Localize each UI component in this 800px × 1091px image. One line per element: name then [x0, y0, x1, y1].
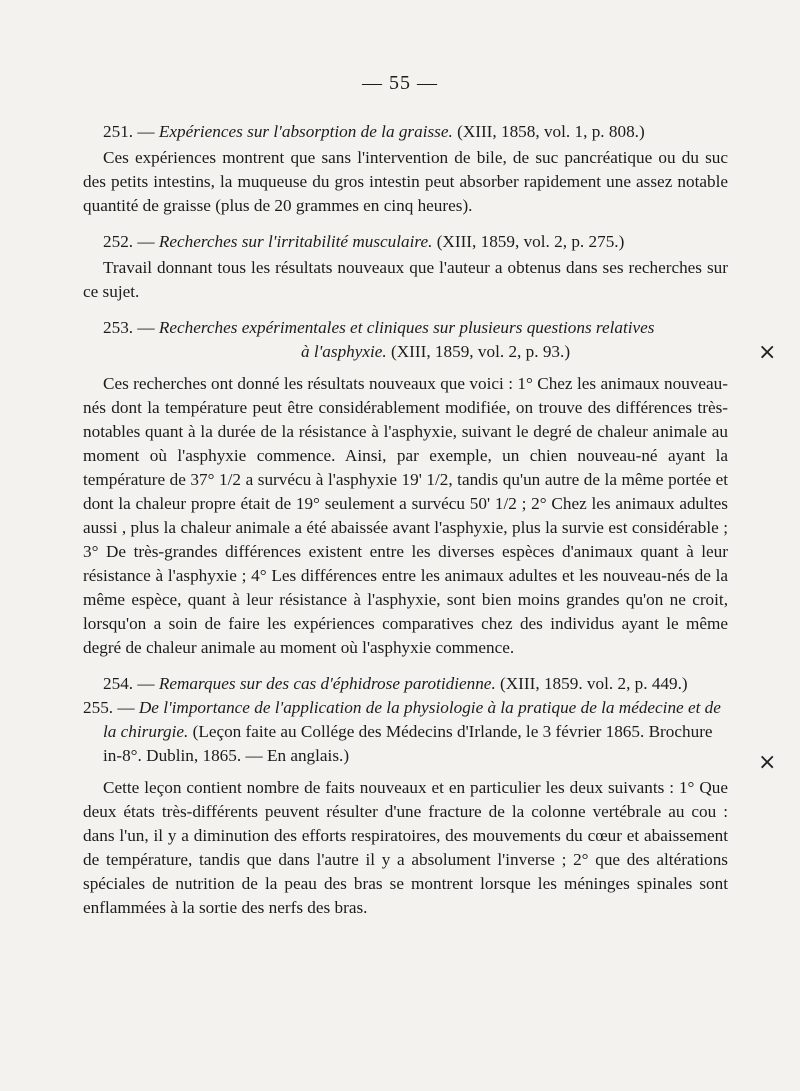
entry-number: 255. [83, 698, 114, 717]
entry-255-heading [83, 696, 728, 768]
entry-title: De l'importance de l'application de la physiologie à la pratique de la médecine et de la chirurgie. [103, 698, 721, 741]
entry-252-heading [83, 230, 728, 254]
entry-title: Expériences sur l'absorption de la graisse. [158, 122, 453, 141]
entry-reference: (XIII, 1858, vol. 1, p. 808.) [457, 122, 645, 141]
entry-253-body: Ces recherches ont donné les résultats nouveaux que voici : 1° Chez les animaux nouveau-nés dont la température peut être considérablement modifiée, on trouve des différences très-notables quant à la durée de la résistance à l'asphyxie, suivant le degré de chaleur animale au moment où l'asphyxie commence. Ainsi, par exemple, un chien nouveau-né ayant la température de 37° 1/2 a survécu à l'asphyxie 19' 1/2, tandis qu'un autre de la même portée et dont la chaleur propre était de 19° seulement a survécu 50' 1/2 ; 2° Chez les animaux adultes aussi , plus la chaleur animale a été abaissée avant l'asphyxie, plus la survie est considérable ; 3° De très-grandes différences existent entre les diverses espèces d'animaux quant à leur résistance à l'asphyxie ; 4° Les différences entre les animaux adultes et les nouveau-nés de la même espèce, quant à leur résistance à l'asphyxie, sont bien moins grandes qu'on ne croit, lorsqu'on a soin de faire les expériences comparatives chez des individus ayant le même degré de chaleur animale au moment où l'asphyxie commence. [83, 374, 728, 657]
entry-253-heading [83, 316, 728, 340]
entry-251-heading [83, 120, 728, 144]
margin-cross-mark: × [758, 340, 777, 365]
entry-255-body: Cette leçon contient nombre de faits nouveaux et en particulier les deux suivants : 1° Que deux états très-différents peuvent résulter d'une fracture de la colonne vertébrale au cou : dans l'un, il y a diminution des efforts respiratoires, des mouvements du cœur et abaissement de température, tandis que dans l'autre il y a absolument l'inverse ; 2° que des altérations spéciales de nutrition de la peau des bras se montrent lorsque les méninges spinales sont enflammées à la sortie des nerfs des bras. [83, 778, 728, 917]
entry-title: Recherches sur l'irritabilité musculaire. [158, 232, 433, 251]
entry-252-body: Travail donnant tous les résultats nouveaux que l'auteur a obtenus dans ses recherches sur ce sujet. [83, 258, 728, 301]
entry-253-heading-line-2 [83, 340, 728, 364]
entry-dash: — [137, 674, 155, 693]
entry-reference: (XIII, 1859. vol. 2, p. 449.) [500, 674, 688, 693]
entry-title: Remarques sur des cas d'éphidrose parotidienne. [158, 674, 496, 693]
entry-reference: (XIII, 1859, vol. 2, p. 93.) [391, 342, 571, 361]
entry-number: 252. [103, 232, 134, 251]
entry-number: 253. [103, 318, 134, 337]
entry-reference: (XIII, 1859, vol. 2, p. 275.) [436, 232, 625, 251]
entry-dash: — [137, 122, 155, 141]
entry-number: 251. [103, 122, 134, 141]
entry-254-heading [83, 672, 728, 696]
entry-reference: (Leçon faite au Collége des Médecins d'Irlande, le 3 février 1865. Brochure in-8°. Dublin, 1865. — En anglais.) [103, 722, 713, 765]
entry-title-line-1: Recherches expérimentales et cliniques sur plusieurs questions relatives [158, 318, 655, 337]
entry-dash: — [137, 232, 155, 251]
entry-dash: — [117, 698, 135, 717]
entry-dash: — [137, 318, 155, 337]
entry-number: 254. [103, 674, 134, 693]
margin-cross-mark: × [758, 750, 777, 775]
entry-251-body: Ces expériences montrent que sans l'intervention de bile, de suc pancréatique ou du suc des petits intestins, la muqueuse du gros intestin peut absorber rapidement une assez notable quantité de graisse (plus de 20 grammes en cinq heures). [83, 148, 728, 215]
page-content [83, 120, 728, 920]
entry-title-line-2: à l'asphyxie. [300, 342, 387, 361]
page-number: — 55 — [362, 72, 438, 94]
